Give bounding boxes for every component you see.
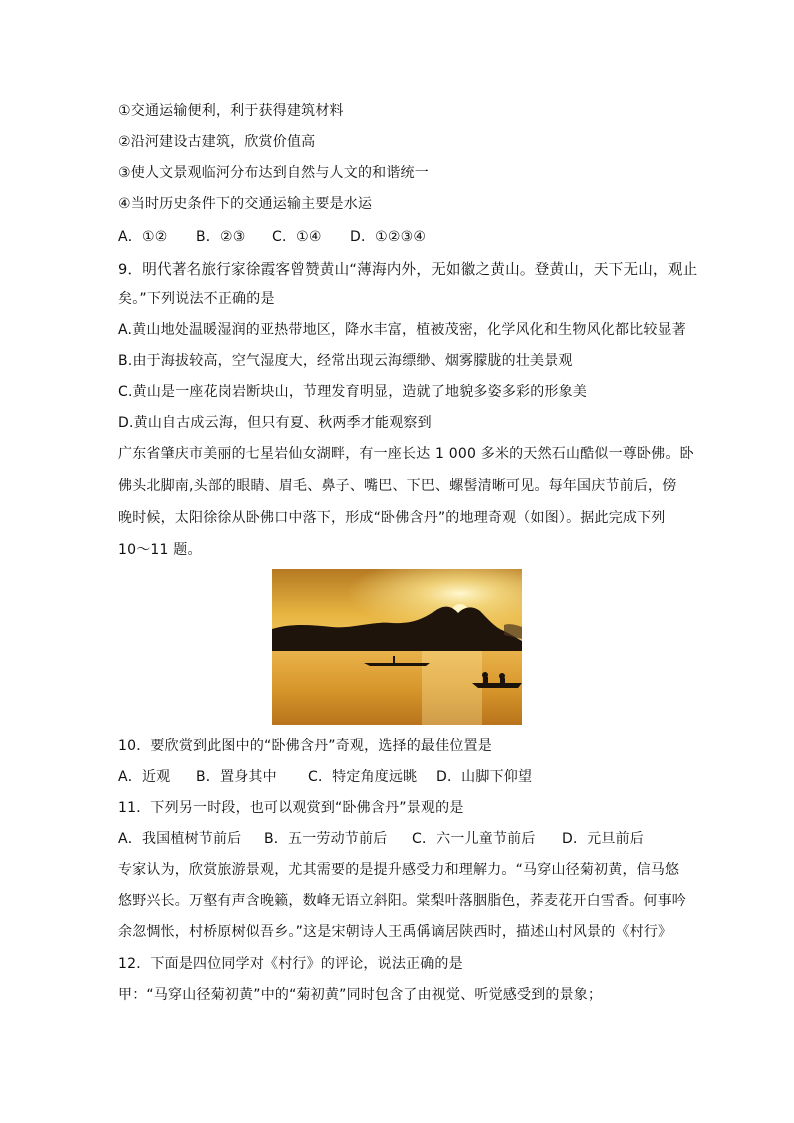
passage1-line3: 晚时候，太阳徐徐从卧佛口中落下，形成“卧佛含丹”的地理奇观（如图）。据此完成下列 [118,510,666,526]
q10-option-c: C．特定角度远眺 [308,769,418,785]
q11-option-a: A．我国植树节前后 [118,831,242,847]
option-statement-1: ①交通运输便利，利于获得建筑材料 [118,103,344,119]
q9-stem-line2: 矣。”下列说法不正确的是 [118,291,275,307]
passage2-line1: 专家认为，欣赏旅游景观，尤其需要的是提升感受力和理解力。“马穿山径菊初黄，信马悠 [118,862,680,878]
q8-option-a: A．①② [118,229,168,245]
q12-comment-jia: 甲：“马穿山径菊初黄”中的“菊初黄”同时包含了由视觉、听觉感受到的景象； [118,987,603,1003]
q11-options [118,829,644,849]
q10-option-d: D．山脚下仰望 [436,769,533,785]
option-statement-3: ③使人文景观临河分布达到自然与人文的和谐统一 [118,165,429,181]
sunset-illustration [272,569,522,725]
option-statement-4: ④当时历史条件下的交通运输主要是水运 [118,196,373,212]
sunset-photo [272,569,522,725]
q8-option-d: D．①②③④ [350,229,427,245]
passage1-line1: 广东省肇庆市美丽的七星岩仙女湖畔，有一座长达 1 000 多米的天然石山酷似一尊卧佛。卧 [118,446,694,462]
passage2-line3: 余忽惆怅，村桥原树似吾乡。”这是宋朝诗人王禹偁谪居陕西时，描述山村风景的《村行》 [118,924,673,940]
passage2-line2: 悠野兴长。万壑有声含晚籁，数峰无语立斜阳。棠梨叶落胭脂色，荞麦花开白雪香。何事吟 [118,893,686,909]
q9-option-b: B.由于海拔较高，空气湿度大，经常出现云海缥缈、烟雾朦胧的壮美景观 [118,353,573,369]
passage1-line2: 佛头北脚南,头部的眼睛、眉毛、鼻子、嘴巴、下巴、螺髻清晰可见。每年国庆节前后，傍 [118,478,677,494]
q10-option-a: A．近观 [118,769,171,785]
q10-stem: 10．要欣赏到此图中的“卧佛含丹”奇观，选择的最佳位置是 [118,738,492,754]
q11-option-d: D．元旦前后 [562,831,644,847]
q12-stem: 12．下面是四位同学对《村行》的评论，说法正确的是 [118,956,463,972]
option-statement-2: ②沿河建设古建筑，欣赏价值高 [118,134,316,150]
q10-options [118,767,532,787]
q8-options [118,227,426,247]
q11-stem: 11．下列另一时段，也可以观赏到“卧佛含丹”景观的是 [118,800,464,816]
q9-option-d: D.黄山自古成云海，但只有夏、秋两季才能观察到 [118,415,432,431]
q11-option-c: C．六一儿童节前后 [412,831,536,847]
q9-option-c: C.黄山是一座花岗岩断块山，节理发育明显，造就了地貌多姿多彩的形象美 [118,384,588,400]
passage1-line4: 10～11 题。 [118,542,202,558]
q10-option-b: B．置身其中 [196,769,277,785]
q9-stem-line1: 9．明代著名旅行家徐霞客曾赞黄山“薄海内外，无如徽之黄山。登黄山，天下无山，观止 [118,261,698,278]
boat-far [364,663,430,666]
boat-near [472,683,522,688]
q8-option-b: B．②③ [196,229,246,245]
q9-option-a: A.黄山地处温暖湿润的亚热带地区，降水丰富，植被茂密，化学风化和生物风化都比较显著 [118,322,686,338]
q8-option-c: C．①④ [272,229,322,245]
q11-option-b: B．五一劳动节前后 [264,831,388,847]
